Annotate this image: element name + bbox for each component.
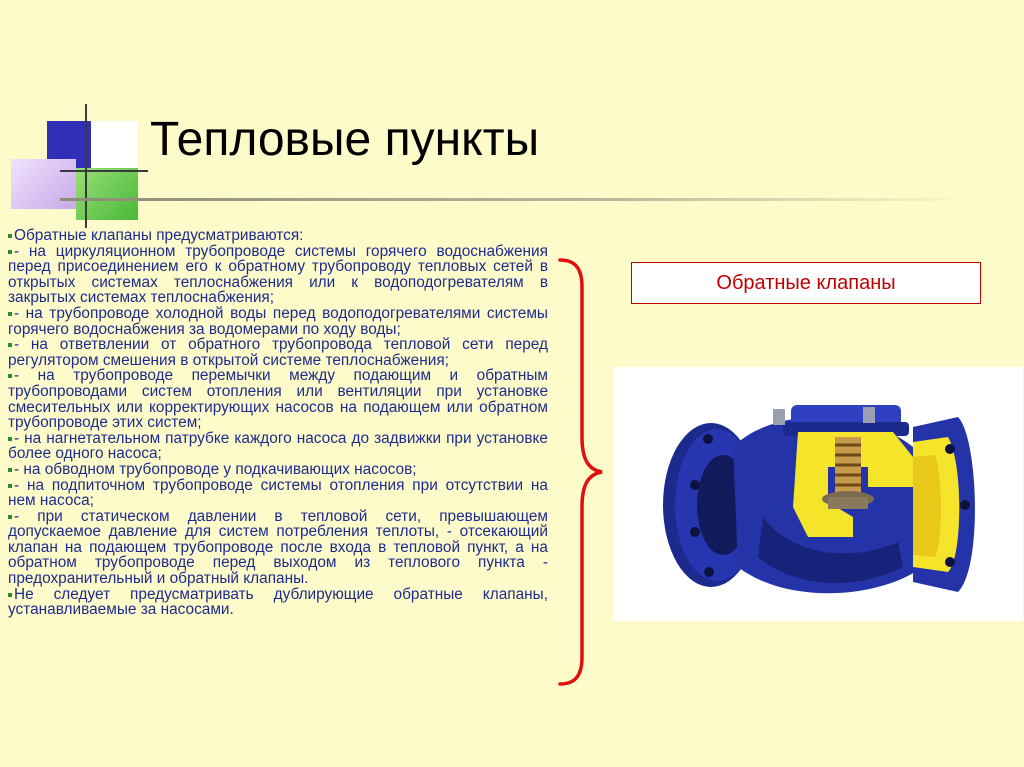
decor-horizontal-line [60,170,148,172]
list-item: - на подпиточном трубопроводе системы отопления при отсутствии на нем насоса; [8,476,548,510]
list-item: Не следует предусматривать дублирующие обратные клапаны, устанавливаемые за насосами. [8,585,548,619]
page-title: Тепловые пункты [150,113,540,166]
bullet-icon [8,374,12,378]
caption-label: Обратные клапаны [716,271,896,294]
valve-image [613,367,1023,621]
bullet-icon [8,468,12,472]
body-text [8,228,548,618]
decor-square-white [91,121,137,171]
bullet-icon [8,484,12,488]
decor-vertical-line [85,104,87,228]
bullet-icon [8,593,12,597]
list-item: - на обводном трубопроводе у подкачивающих насосов; [8,462,548,478]
list-intro: Обратные клапаны предусматриваются: [8,228,548,244]
title-divider [60,198,972,201]
bullet-icon [8,437,12,441]
curly-brace-icon [556,257,606,687]
bullet-icon [8,250,12,254]
caption-box [631,262,981,304]
list-item: - на нагнетательном патрубке каждого насоса до задвижки при установке более одного насоса; [8,429,548,463]
list-item: - на циркуляционном трубопроводе системы горячего водоснабжения перед присоединением его к обратному трубопроводу тепловых сетей в открытых системах теплоснабжения или к водоподогревателям в закрытых системах теплоснабжения; [8,242,548,307]
list-item: - на трубопроводе перемычки между подающим и обратным трубопроводами систем отопления или вентиляции при установке смесительных или корректирующих насосов на подающем или обратном трубопроводе этих систем; [8,367,548,432]
list-item: - на трубопроводе холодной воды перед водоподогревателями системы горячего водоснабжения за водомерами по ходу воды; [8,304,548,338]
decor-square-lavender [11,159,76,209]
list-item: - на ответвлении от обратного трубопровода тепловой сети перед регулятором смешения в открытой системе теплоснабжения; [8,336,548,369]
bullet-icon [8,515,12,519]
bullet-icon [8,312,12,316]
check-valve-icon [613,367,1023,621]
list-item: - при статическом давлении в тепловой сети, превышающем допускаемое давление для систем потребления теплоты, - отсекающий клапан на подающем трубопроводе после входа в тепловой пункт, а на обратном трубопроводе перед выходом из теплового пункта - предохранительный и обратный клапаны. [8,507,548,588]
bullet-icon [8,234,12,238]
bullet-icon [8,343,12,347]
